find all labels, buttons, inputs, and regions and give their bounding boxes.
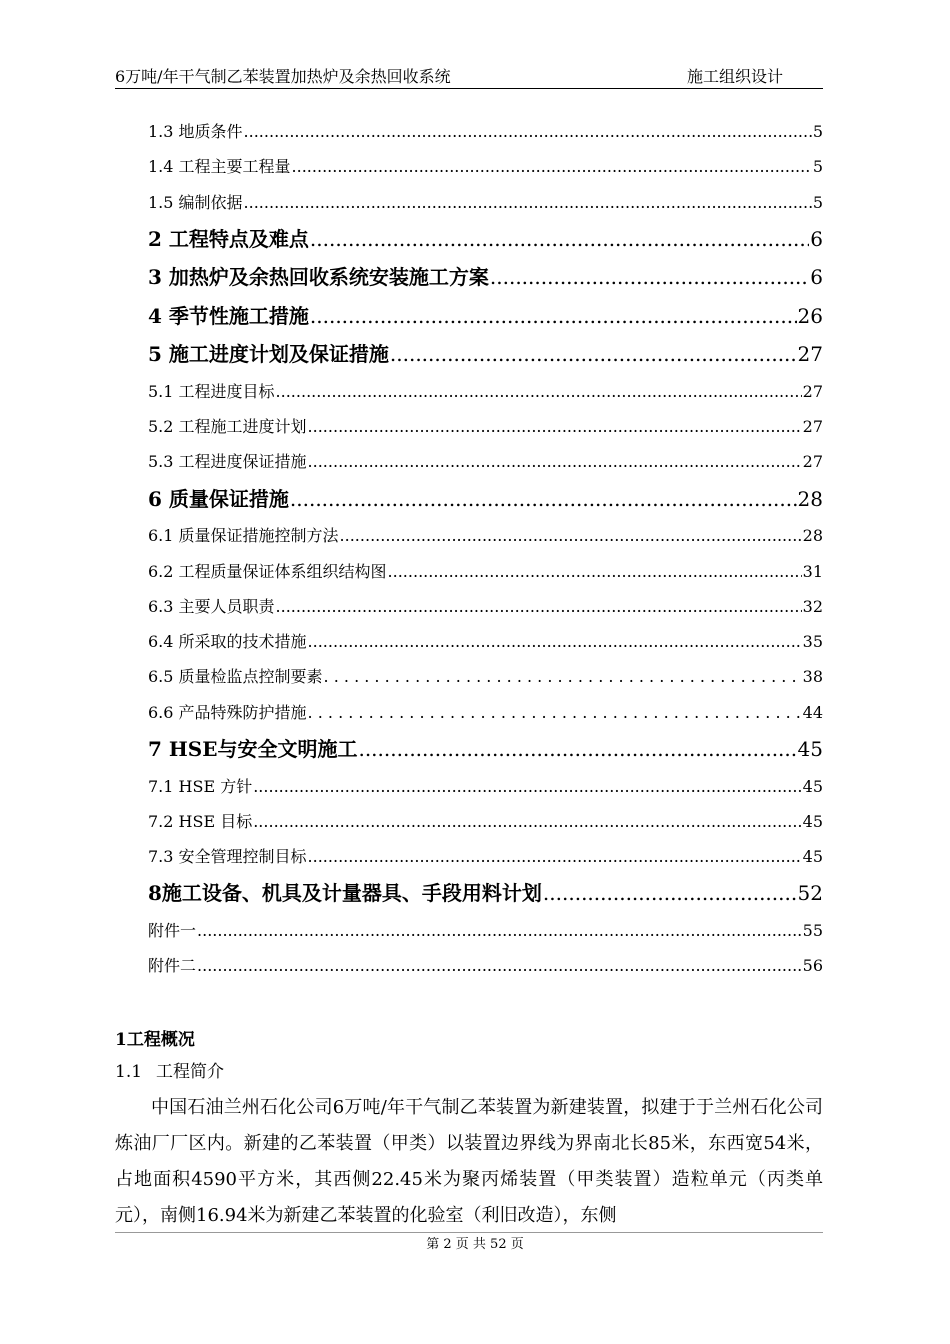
toc-entry-label: 3 加热炉及余热回收系统安装施工方案 (148, 265, 489, 290)
toc-entry-page-number: 6 (810, 226, 823, 251)
toc-entry-page-number: 28 (802, 526, 823, 546)
toc-entry-page-number: 35 (802, 632, 823, 652)
toc-entry[interactable] (148, 480, 823, 519)
toc-entry-page-number: 5 (812, 122, 823, 141)
toc-entry-label: 1.3 地质条件 (148, 122, 243, 141)
toc-entry-page-number: 45 (802, 847, 823, 867)
toc-entry[interactable] (148, 769, 823, 804)
toc-entry[interactable] (148, 185, 823, 220)
toc-dot-leader (308, 444, 802, 479)
toc-dot-leader (308, 409, 802, 444)
toc-dot-leader (340, 518, 802, 553)
toc-entry[interactable] (148, 913, 823, 948)
toc-entry[interactable] (148, 589, 823, 624)
toc-entry-label: 6.1 质量保证措施控制方法 (148, 526, 339, 546)
toc-entry[interactable] (148, 730, 823, 769)
footer-divider (115, 1232, 823, 1233)
page-header (115, 66, 823, 89)
toc-dot-leader (358, 730, 796, 769)
toc-entry-label: 4 季节性施工措施 (148, 303, 309, 328)
toc-dot-leader (197, 948, 802, 983)
toc-entry[interactable] (148, 220, 823, 259)
toc-entry-label: 附件一 (148, 920, 197, 940)
subsection-title: 工程简介 (156, 1062, 225, 1082)
toc-entry-label: 6 质量保证措施 (148, 486, 289, 511)
toc-entry[interactable] (148, 948, 823, 983)
toc-entry[interactable] (148, 374, 823, 409)
toc-dot-leader (244, 185, 812, 220)
toc-dot-leader (276, 374, 802, 409)
toc-entry[interactable] (148, 409, 823, 444)
toc-entry-page-number: 26 (797, 303, 823, 328)
body-paragraph: 中国石油兰州石化公司6万吨/年干气制乙苯装置为新建装置，拟建于于兰州石化公司炼油厂厂区内。新建的乙苯装置（甲类）以装置边界线为界南北长85米，东西宽54米，占地面积4590平方米，其西侧22.45米为聚丙烯装置（甲类装置）造粒单元（丙类单元），南侧16.94米为新建乙苯装置的化验室（利旧改造），东侧 (115, 1097, 823, 1226)
toc-dot-leader (390, 335, 797, 374)
toc-dot-leader (310, 297, 797, 336)
toc-dot-leader (244, 114, 812, 149)
toc-dot-leader (308, 695, 802, 730)
toc-entry-label: 5.1 工程进度目标 (148, 381, 275, 401)
table-of-contents (148, 114, 823, 983)
toc-entry[interactable] (148, 874, 823, 913)
toc-entry[interactable] (148, 297, 823, 336)
toc-entry-page-number: 45 (802, 776, 823, 796)
toc-entry-page-number: 44 (802, 702, 823, 722)
toc-entry-page-number: 55 (802, 920, 823, 940)
toc-entry-label: 7.1 HSE 方针 (148, 776, 253, 796)
toc-entry-label: 1.4 工程主要工程量 (148, 157, 291, 177)
toc-entry-page-number: 27 (802, 417, 823, 437)
toc-entry[interactable] (148, 554, 823, 589)
toc-entry-page-number: 32 (802, 596, 823, 616)
toc-dot-leader (253, 804, 801, 839)
page-footer: 第 2 页 共 52 页 (426, 1237, 524, 1252)
toc-entry-page-number: 5 (812, 192, 823, 212)
toc-entry-label: 6.4 所采取的技术措施 (148, 632, 307, 652)
toc-dot-leader (490, 258, 809, 297)
toc-entry-label: 7.2 HSE 目标 (148, 811, 253, 831)
toc-entry[interactable] (148, 659, 823, 694)
toc-entry-label: 6.5 质量检监点控制要素 (148, 667, 323, 687)
header-section-name: 施工组织设计 (687, 67, 784, 86)
toc-entry-page-number: 45 (797, 737, 823, 762)
section-heading: 1工程概况 (115, 1030, 195, 1050)
toc-entry-label: 7.3 安全管理控制目标 (148, 847, 307, 867)
toc-entry-page-number: 38 (802, 667, 823, 687)
toc-entry-label: 8施工设备、机具及计量器具、手段用料计划 (148, 881, 542, 906)
toc-entry-label: 6.2 工程质量保证体系组织结构图 (148, 561, 387, 581)
toc-entry-page-number: 31 (802, 561, 823, 581)
toc-entry-page-number: 52 (797, 881, 823, 906)
toc-entry[interactable] (148, 804, 823, 839)
toc-entry-label: 7 HSE与安全文明施工 (148, 737, 358, 762)
toc-dot-leader (324, 659, 802, 694)
toc-dot-leader (197, 913, 802, 948)
toc-entry-page-number: 56 (802, 955, 823, 975)
toc-dot-leader (276, 589, 802, 624)
toc-entry-page-number: 27 (802, 452, 823, 472)
toc-entry-page-number: 27 (797, 342, 823, 367)
subsection-number: 1.1 (115, 1062, 143, 1082)
toc-entry[interactable] (148, 258, 823, 297)
toc-entry[interactable] (148, 114, 823, 149)
toc-entry-page-number: 5 (812, 157, 823, 177)
toc-entry-label: 6.3 主要人员职责 (148, 596, 275, 616)
subsection-heading (115, 1060, 224, 1084)
toc-entry[interactable] (148, 695, 823, 730)
toc-entry-page-number: 6 (810, 265, 823, 290)
toc-dot-leader (253, 769, 801, 804)
toc-entry[interactable] (148, 149, 823, 184)
toc-dot-leader (543, 874, 797, 913)
header-document-title: 6万吨/年干气制乙苯装置加热炉及余热回收系统 (115, 67, 451, 86)
toc-entry-label: 5 施工进度计划及保证措施 (148, 342, 389, 367)
toc-entry-label: 6.6 产品特殊防护措施 (148, 702, 307, 722)
toc-entry-label: 1.5 编制依据 (148, 192, 243, 212)
toc-entry-page-number: 27 (802, 381, 823, 401)
toc-entry-label: 附件二 (148, 955, 197, 975)
toc-entry-page-number: 28 (797, 486, 823, 511)
toc-dot-leader (388, 554, 802, 589)
toc-entry[interactable] (148, 839, 823, 874)
toc-entry-label: 5.2 工程施工进度计划 (148, 417, 307, 437)
toc-dot-leader (290, 480, 797, 519)
toc-entry-page-number: 45 (802, 811, 823, 831)
toc-dot-leader (310, 220, 809, 259)
toc-entry-label: 5.3 工程进度保证措施 (148, 452, 307, 472)
toc-entry[interactable] (148, 444, 823, 479)
toc-entry[interactable] (148, 518, 823, 553)
toc-dot-leader (308, 624, 802, 659)
toc-entry-label: 2 工程特点及难点 (148, 226, 309, 251)
toc-dot-leader (292, 149, 812, 184)
toc-entry[interactable] (148, 335, 823, 374)
toc-entry[interactable] (148, 624, 823, 659)
toc-dot-leader (308, 839, 802, 874)
